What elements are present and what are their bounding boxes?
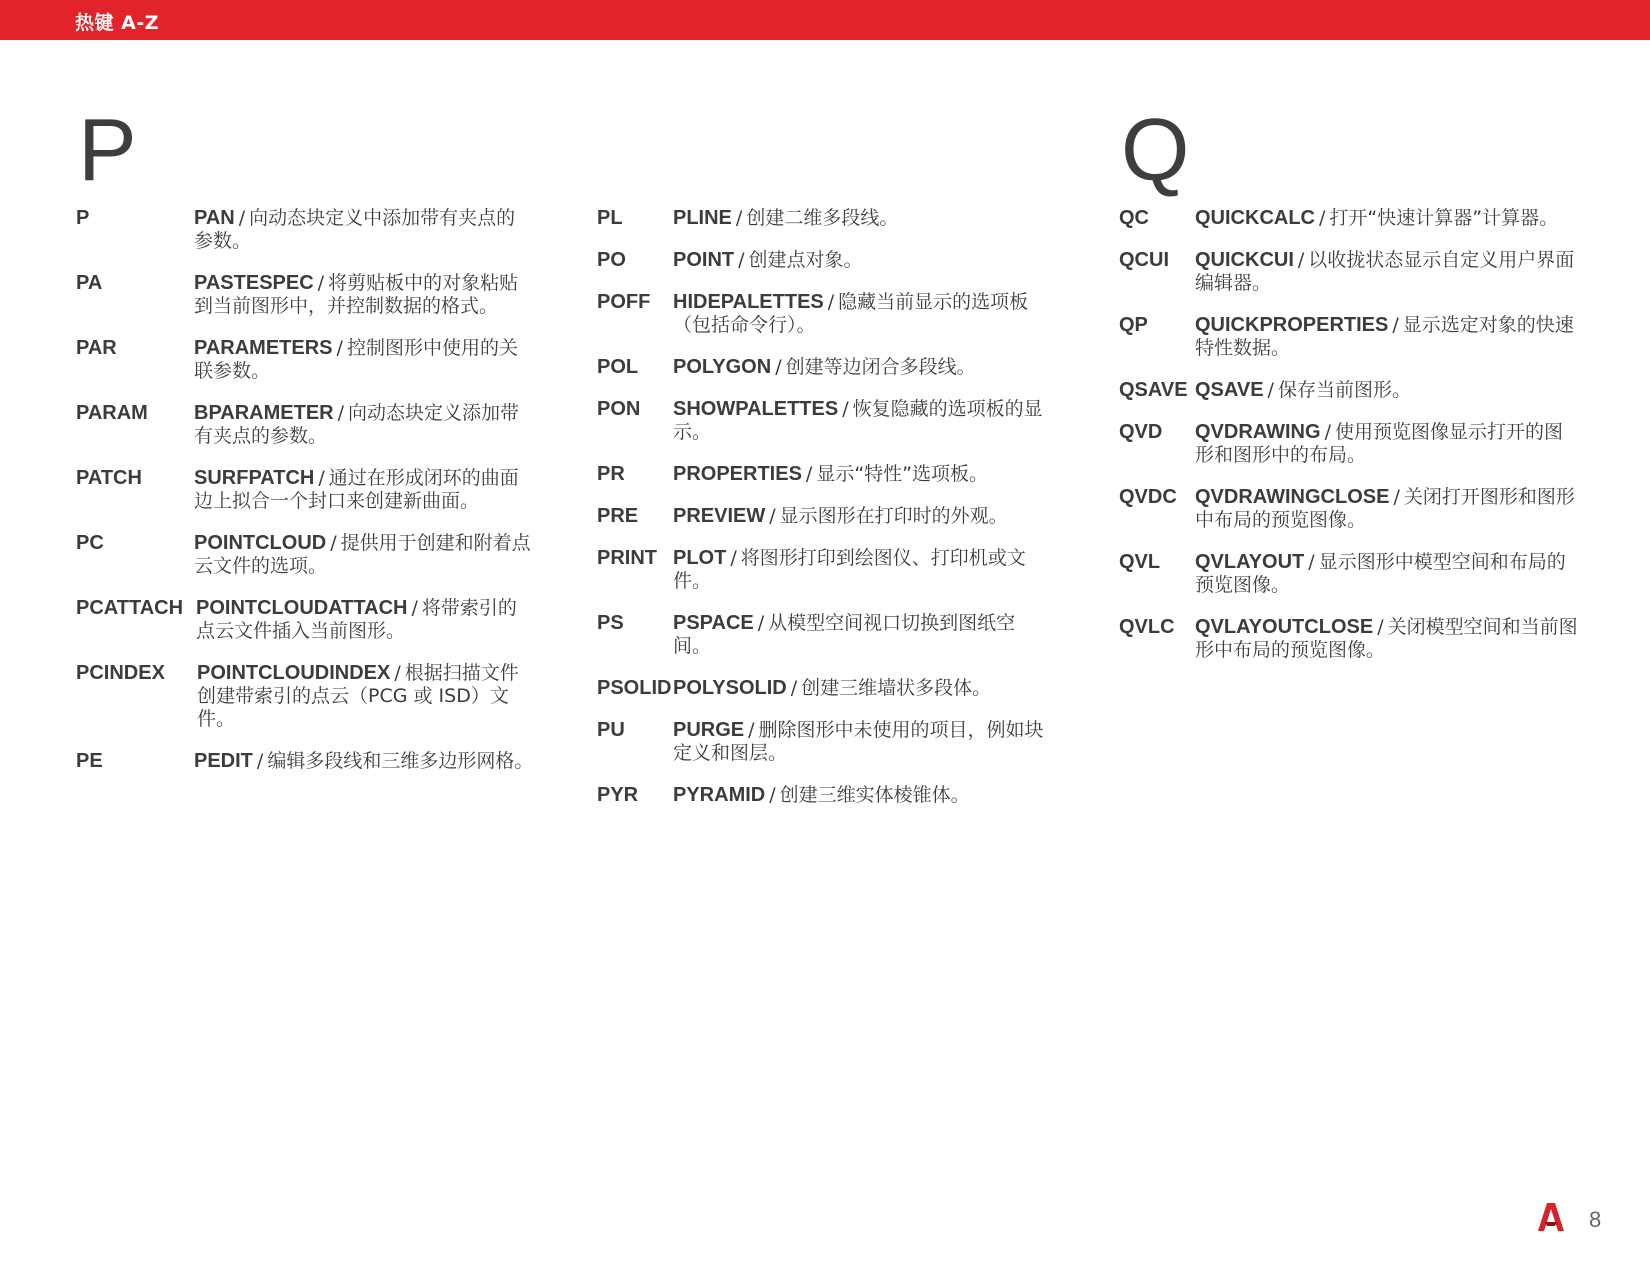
full-command-name: QVLAYOUT: [1195, 551, 1305, 573]
shortcut-description-block: [673, 356, 1053, 379]
full-command-name: QSAVE: [1195, 379, 1264, 401]
separator-slash: /: [827, 291, 835, 313]
shortcut-alias: PRE: [597, 505, 639, 527]
separator-slash: /: [730, 547, 737, 569]
shortcut-alias: PATCH: [76, 467, 142, 489]
shortcut-entry: [76, 402, 536, 448]
full-command-name: POLYGON: [673, 356, 772, 378]
separator-slash: /: [317, 272, 325, 294]
shortcut-entry: [597, 505, 1057, 528]
shortcut-entry: [76, 337, 536, 383]
shortcut-description-block: [1195, 379, 1580, 402]
shortcut-entry: [1119, 616, 1579, 662]
command-description: 删除图形中未使用的项目，例如块定义和图层。: [673, 719, 1044, 764]
full-command-name: PAN: [194, 207, 235, 229]
shortcut-entry: [76, 750, 536, 773]
shortcut-description-block: [194, 207, 534, 253]
shortcut-alias: P: [76, 207, 90, 229]
command-description: 创建等边闭合多段线。: [785, 356, 976, 378]
full-command-name: PROPERTIES: [673, 463, 802, 485]
shortcut-alias: PA: [76, 272, 103, 294]
shortcut-entry: [597, 719, 1057, 765]
shortcut-entry: [597, 249, 1057, 272]
separator-slash: /: [769, 784, 776, 806]
shortcut-description-block: [673, 398, 1053, 444]
command-description: 恢复隐藏的选项板的显示。: [673, 398, 1043, 443]
shortcut-description-block: [673, 291, 1053, 337]
shortcut-alias: PU: [597, 719, 625, 741]
separator-slash: /: [411, 597, 418, 619]
shortcut-alias: PSOLID: [597, 677, 672, 699]
shortcut-entry: [1119, 207, 1579, 230]
full-command-name: PLINE: [673, 207, 732, 229]
full-command-name: PARAMETERS: [194, 337, 333, 359]
shortcut-alias: QCUI: [1119, 249, 1169, 271]
shortcut-entry: [597, 784, 1057, 807]
full-command-name: QVDRAWINGCLOSE: [1195, 486, 1390, 508]
shortcut-description-block: [194, 337, 534, 383]
shortcut-entry: [76, 467, 536, 513]
shortcut-description-block: [1195, 207, 1580, 230]
separator-slash: /: [330, 532, 337, 554]
shortcut-entry: [1119, 551, 1579, 597]
shortcut-description-block: [673, 463, 1053, 486]
full-command-name: HIDEPALETTES: [673, 291, 824, 313]
shortcut-description-block: [1195, 616, 1580, 662]
full-command-name: PYRAMID: [673, 784, 766, 806]
shortcut-description-block: [197, 662, 534, 731]
separator-slash: /: [318, 467, 325, 489]
command-description: 创建二维多段线。: [746, 207, 899, 229]
shortcut-entry: [76, 207, 536, 253]
shortcut-description-block: [1195, 249, 1580, 295]
shortcut-description-block: [194, 532, 534, 578]
shortcut-description-block: [673, 505, 1053, 528]
shortcut-description-block: [196, 597, 534, 643]
autocad-logo-icon: [1538, 1203, 1564, 1231]
shortcut-entry: [76, 662, 536, 731]
full-command-name: POLYSOLID: [673, 677, 787, 699]
separator-slash: /: [1297, 249, 1305, 271]
header-title: 热键 A-Z: [75, 12, 159, 34]
full-command-name: BPARAMETER: [194, 402, 334, 424]
shortcut-alias: PL: [597, 207, 623, 229]
shortcut-description-block: [673, 612, 1053, 658]
command-description: 根据扫描文件创建带索引的点云（PCG 或 ISD）文件。: [197, 662, 519, 730]
command-description: 将图形打印到绘图仪、打印机或文件。: [673, 547, 1026, 592]
full-command-name: QUICKCALC: [1195, 207, 1315, 229]
shortcut-description-block: [194, 272, 534, 318]
shortcut-entry: [597, 356, 1057, 379]
shortcut-alias: POL: [597, 356, 639, 378]
shortcut-entry: [597, 207, 1057, 230]
shortcut-description-block: [1195, 314, 1580, 360]
full-command-name: PREVIEW: [673, 505, 766, 527]
shortcut-entry: [597, 463, 1057, 486]
full-command-name: PURGE: [673, 719, 745, 741]
full-command-name: PSPACE: [673, 612, 754, 634]
full-command-name: QVDRAWING: [1195, 421, 1321, 443]
section-letter-q: Q: [1121, 100, 1190, 199]
shortcut-entry: [597, 398, 1057, 444]
shortcut-entry: [597, 547, 1057, 593]
shortcut-entry: [76, 597, 536, 643]
shortcut-entry: [76, 272, 536, 318]
shortcut-alias: PR: [597, 463, 625, 485]
shortcut-alias: POFF: [597, 291, 651, 313]
command-description: 将带索引的点云文件插入当前图形。: [196, 597, 517, 642]
column-p-right: [597, 207, 1057, 826]
command-description: 显示图形在打印时的外观。: [779, 505, 1008, 527]
command-description: 创建点对象。: [748, 249, 863, 271]
command-description: 显示“特性”选项板。: [816, 463, 989, 485]
command-description: 创建三维墙状多段体。: [801, 677, 992, 699]
shortcut-alias: QVDC: [1119, 486, 1177, 508]
shortcut-description-block: [673, 547, 1053, 593]
full-command-name: PASTESPEC: [194, 272, 314, 294]
shortcut-entry: [597, 612, 1057, 658]
shortcut-description-block: [1195, 486, 1580, 532]
separator-slash: /: [336, 337, 343, 359]
separator-slash: /: [738, 249, 745, 271]
shortcut-entry: [1119, 249, 1579, 295]
shortcut-description-block: [673, 677, 1053, 700]
full-command-name: QVLAYOUTCLOSE: [1195, 616, 1374, 638]
shortcut-alias: PARAM: [76, 402, 148, 424]
shortcut-description-block: [194, 402, 534, 448]
command-description: 关闭打开图形和图形中布局的预览图像。: [1195, 486, 1575, 531]
separator-slash: /: [337, 402, 345, 424]
shortcut-alias: QVD: [1119, 421, 1163, 443]
shortcut-alias: PCINDEX: [76, 662, 165, 684]
shortcut-description-block: [673, 784, 1053, 807]
shortcut-alias: PCATTACH: [76, 597, 184, 619]
separator-slash: /: [805, 463, 813, 485]
command-description: 显示选定对象的快速特性数据。: [1195, 314, 1574, 359]
separator-slash: /: [790, 677, 798, 699]
command-description: 编辑多段线和三维多边形网格。: [267, 750, 534, 772]
separator-slash: /: [1324, 421, 1331, 443]
full-command-name: PEDIT: [194, 750, 253, 772]
full-command-name: QUICKCUI: [1195, 249, 1294, 271]
column-q: [1119, 207, 1579, 681]
command-description: 创建三维实体棱锥体。: [779, 784, 970, 806]
shortcut-alias: PS: [597, 612, 624, 634]
shortcut-alias: QVL: [1119, 551, 1161, 573]
full-command-name: POINTCLOUDINDEX: [197, 662, 391, 684]
shortcut-entry: [1119, 379, 1579, 402]
separator-slash: /: [1308, 551, 1315, 573]
command-description: 以收拢状态显示自定义用户界面编辑器。: [1195, 249, 1575, 294]
separator-slash: /: [1393, 486, 1400, 508]
shortcut-entry: [1119, 314, 1579, 360]
separator-slash: /: [769, 505, 776, 527]
command-description: 显示图形中模型空间和布局的预览图像。: [1195, 551, 1566, 596]
command-description: 提供用于创建和附着点云文件的选项。: [194, 532, 531, 577]
shortcut-entry: [1119, 421, 1579, 467]
shortcut-description-block: [673, 249, 1053, 272]
shortcut-description-block: [1195, 421, 1580, 467]
shortcut-alias: PRINT: [597, 547, 657, 569]
shortcut-alias: QP: [1119, 314, 1148, 336]
separator-slash: /: [748, 719, 755, 741]
command-description: 隐藏当前显示的选项板（包括命令行）。: [673, 291, 1029, 336]
full-command-name: POINT: [673, 249, 735, 271]
shortcut-description-block: [1195, 551, 1580, 597]
full-command-name: PLOT: [673, 547, 727, 569]
shortcut-alias: PYR: [597, 784, 639, 806]
command-description: 控制图形中使用的关联参数。: [194, 337, 518, 382]
shortcut-description-block: [673, 719, 1053, 765]
separator-slash: /: [1377, 616, 1384, 638]
command-description: 使用预览图像显示打开的图形和图形中的布局。: [1195, 421, 1563, 466]
column-p-left: [76, 207, 536, 792]
separator-slash: /: [757, 612, 765, 634]
shortcut-alias: QSAVE: [1119, 379, 1188, 401]
separator-slash: /: [1392, 314, 1399, 336]
full-command-name: POINTCLOUD: [194, 532, 327, 554]
shortcut-alias: QVLC: [1119, 616, 1175, 638]
shortcut-alias: PO: [597, 249, 626, 271]
separator-slash: /: [394, 662, 401, 684]
shortcut-alias: PAR: [76, 337, 117, 359]
shortcut-description-block: [194, 467, 534, 513]
command-description: 向动态块定义添加带有夹点的参数。: [194, 402, 520, 447]
full-command-name: QUICKPROPERTIES: [1195, 314, 1389, 336]
command-description: 从模型空间视口切换到图纸空间。: [673, 612, 1016, 657]
shortcut-description-block: [673, 207, 1053, 230]
command-description: 通过在形成闭环的曲面边上拟合一个封口来创建新曲面。: [194, 467, 519, 512]
shortcut-entry: [76, 532, 536, 578]
full-command-name: POINTCLOUDATTACH: [196, 597, 408, 619]
shortcut-alias: PC: [76, 532, 104, 554]
separator-slash: /: [1319, 207, 1326, 229]
separator-slash: /: [1267, 379, 1274, 401]
command-description: 将剪贴板中的对象粘贴到当前图形中，并控制数据的格式。: [194, 272, 519, 317]
shortcut-alias: PON: [597, 398, 641, 420]
separator-slash: /: [842, 398, 849, 420]
full-command-name: SURFPATCH: [194, 467, 315, 489]
page-number: 8: [1589, 1207, 1602, 1232]
shortcut-description-block: [194, 750, 534, 773]
shortcut-alias: QC: [1119, 207, 1149, 229]
header-bar: [0, 0, 1650, 40]
separator-slash: /: [256, 750, 264, 772]
separator-slash: /: [238, 207, 246, 229]
command-description: 关闭模型空间和当前图形中布局的预览图像。: [1195, 616, 1578, 661]
separator-slash: /: [735, 207, 743, 229]
full-command-name: SHOWPALETTES: [673, 398, 839, 420]
section-letter-p: P: [78, 100, 137, 199]
shortcut-entry: [597, 291, 1057, 337]
shortcut-entry: [1119, 486, 1579, 532]
command-description: 打开“快速计算器”计算器。: [1329, 207, 1559, 229]
command-description: 保存当前图形。: [1277, 379, 1411, 401]
separator-slash: /: [775, 356, 782, 378]
shortcut-entry: [597, 677, 1057, 700]
shortcut-alias: PE: [76, 750, 103, 772]
command-description: 向动态块定义中添加带有夹点的参数。: [194, 207, 516, 252]
